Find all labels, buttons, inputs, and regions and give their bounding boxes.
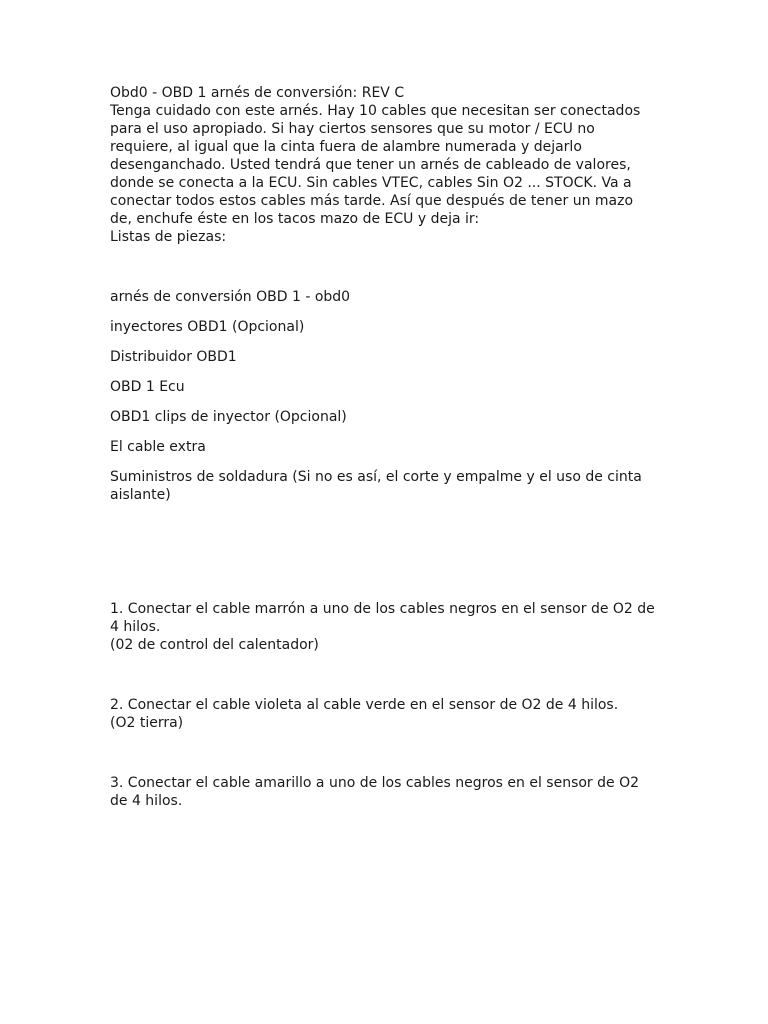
step-2	[110, 696, 655, 732]
step-note: (O2 tierra)	[110, 715, 184, 731]
parts-heading: Listas de piezas:	[110, 229, 227, 245]
list-item: OBD 1 Ecu	[110, 379, 185, 395]
document-title: Obd0 - OBD 1 arnés de conversión: REV C	[110, 85, 405, 101]
list-item: OBD1 clips de inyector (Opcional)	[110, 409, 347, 425]
step-text: 2. Conectar el cable violeta al cable verde en el sensor de O2 de 4 hilos.	[110, 697, 619, 713]
list-item: arnés de conversión OBD 1 - obd0	[110, 289, 351, 305]
list-item: Suministros de soldadura (Si no es así, el corte y empalme y el uso de cinta aislante)	[110, 469, 642, 503]
step-note: (02 de control del calentador)	[110, 637, 319, 653]
intro-paragraph: Tenga cuidado con este arnés. Hay 10 cables que necesitan ser conectados para el uso apropiado. Si hay ciertos sensores que su motor / ECU no requiere, al igual que la cinta fuera de alambre numerada y dejarlo desenganchado. Usted tendrá que tener un arnés de cableado de valores, donde se conecta a la ECU. Sin cables VTEC, cables Sin O2 ... STOCK. Va a conectar todos estos cables más tarde. Así que después de tener un mazo de, enchufe éste en los tacos mazo de ECU y deja ir:	[110, 103, 641, 227]
step-text: 1. Conectar el cable marrón a uno de los cables negros en el sensor de O2 de 4 hilos.	[110, 601, 655, 635]
list-item: inyectores OBD1 (Opcional)	[110, 319, 305, 335]
document-page	[110, 84, 655, 810]
step-3	[110, 774, 655, 810]
list-item: Distribuidor OBD1	[110, 349, 237, 365]
step-1	[110, 600, 655, 654]
parts-list	[110, 288, 655, 504]
list-item: El cable extra	[110, 439, 206, 455]
step-text: 3. Conectar el cable amarillo a uno de los cables negros en el sensor de O2 de 4 hilos.	[110, 775, 640, 809]
